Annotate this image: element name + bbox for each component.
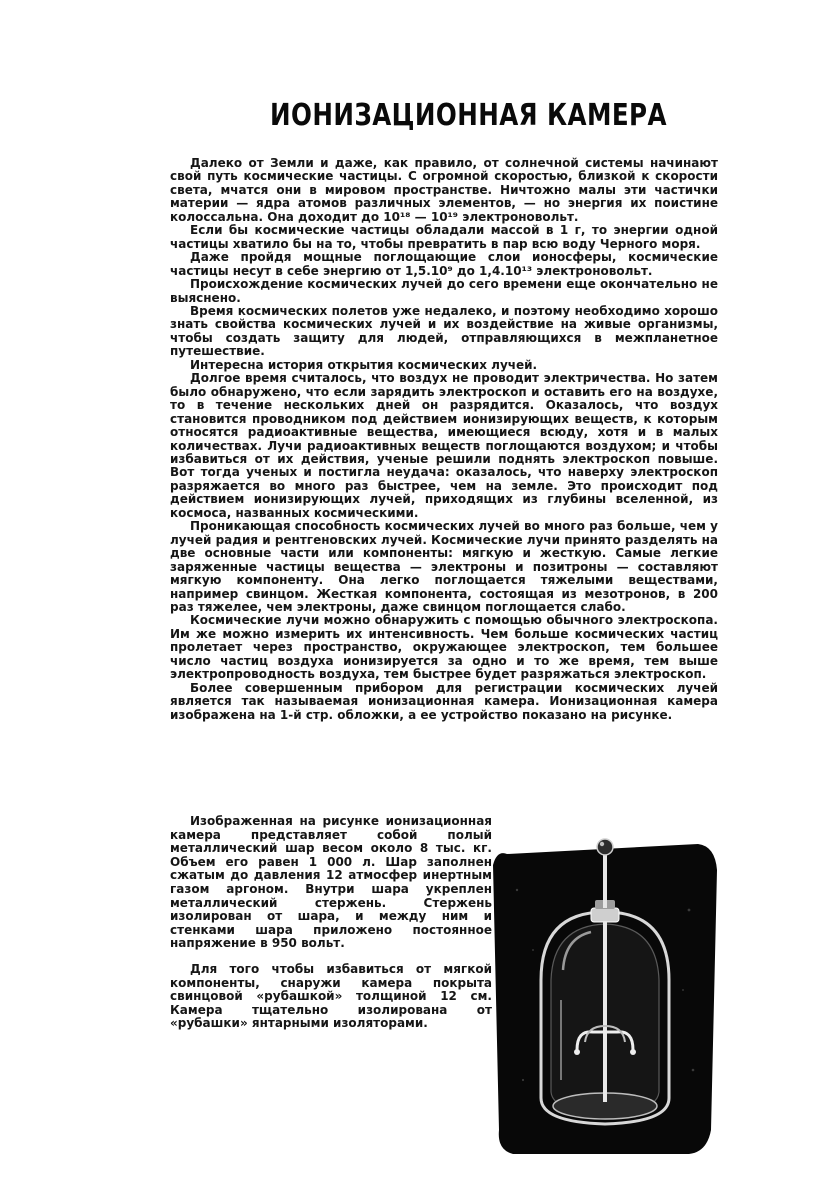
figure-description — [170, 815, 492, 1031]
paragraph: Долгое время считалось, что воздух не проводит электричества. Но затем было обнаружено, что если зарядить электроскоп и оставить его на воздухе, то в течение нескольких дней он разрядится. Оказалось, что воздух становится проводником под действием ионизирующих веществ, к которым относятся радиоактивные вещества, имеющиеся всюду, хотя и в малых количествах. Лучи радиоактивных веществ поглощаются воздухом; и чтобы избавиться от их действия, ученые решили поднять электроскоп повыше. Вот тогда ученых и постигла неудача: оказалось, что наверху электроскоп разряжается во много раз быстрее, чем на земле. Это происходит под действием ионизирующих лучей, приходящих из глубины вселенной, из космоса, названных космическими. — [170, 371, 718, 520]
article-body — [170, 157, 718, 722]
paragraph: Происхождение космических лучей до сего времени еще окончательно не выяснено. — [170, 277, 718, 305]
paragraph: Для того чтобы избавиться от мягкой компоненты, снаружи камера покрыта свинцовой «рубашкой» толщиной 12 см. Камера тщательно изолирована от «рубашки» янтарными изоляторами. — [170, 961, 492, 1031]
paragraph: Космические лучи можно обнаружить с помощью обычного электроскопа. Им же можно измерить их интенсивность. Чем больше космических частиц пролетает через пространство, окружающее электроскоп, тем большее число частиц воздуха ионизируется за одно и то же время, тем выше электропроводность воздуха, тем быстрее будет разряжаться электроскоп. — [170, 613, 718, 682]
paragraph: Проникающая способность космических лучей во много раз больше, чем у лучей радия и рентгеновских лучей. Космические лучи принято разделять на две основные части или компоненты: мягкую и жесткую. Самые легкие заряженные частицы вещества — электроны и позитроны — составляют мягкую компоненту. Она легко поглощается тяжелыми веществами, например свинцом. Жесткая компонента, состоящая из мезотронов, в 200 раз тяжелее, чем электроны, даже свинцом поглощается слабо. — [170, 519, 718, 614]
electrode-tip — [630, 1049, 636, 1055]
electrode-tip — [574, 1049, 580, 1055]
terminal-knob — [597, 839, 613, 855]
knob-highlight — [600, 842, 604, 846]
top-insulator — [591, 908, 619, 922]
paragraph: Далеко от Земли и даже, как правило, от солнечной системы начинают свой путь космические частицы. С огромной скоростью, близкой к скорости света, мчатся они в мировом пространстве. Ничтожно малы эти частички материи — ядра атомов различных элементов, — но энергия их поистине колоссальна. Она доходит до 10¹⁸ — 10¹⁹ электроновольт. — [170, 156, 718, 224]
ionization-chamber-illustration — [493, 830, 718, 1155]
paragraph: Изображенная на рисунке ионизационная камера представляет собой полый металлический шар весом около 8 тыс. кг. Объем его равен 1 000 л. Шар заполнен сжатым до давления 12 атмосфер инертным газом аргоном. Внутри шара укреплен металлический стержень. Стержень изолирован от шара, и между ним и стенками шара приложено постоянное напряжение в 950 вольт. — [170, 814, 492, 951]
paragraph: Если бы космические частицы обладали массой в 1 г, то энергии одной частицы хватило бы на то, чтобы превратить в пар всю воду Черного моря. — [170, 223, 718, 251]
paragraph: Даже пройдя мощные поглощающие слои ионосферы, космические частицы несут в себе энергию от 1,5.10⁹ до 1,4.10¹³ электроновольт. — [170, 250, 718, 278]
paragraph: Интересна история открытия космических лучей. — [190, 357, 538, 372]
paragraph: Более совершенным прибором для регистрации космических лучей является так называемая ионизационная камера. Ионизационная камера изображена на 1-й стр. обложки, а ее устройство показано на рисунке. — [170, 680, 718, 722]
page-title: ИОНИЗАЦИОННАЯ КАМЕРА — [270, 98, 667, 133]
ionization-chamber-icon — [493, 830, 718, 1155]
paragraph: Время космических полетов уже недалеко, и поэтому необходимо хорошо знать свойства космических лучей и их воздействие на живые организмы, чтобы создать защиту для людей, отправляющихся в межпланетное путешествие. — [170, 303, 718, 359]
